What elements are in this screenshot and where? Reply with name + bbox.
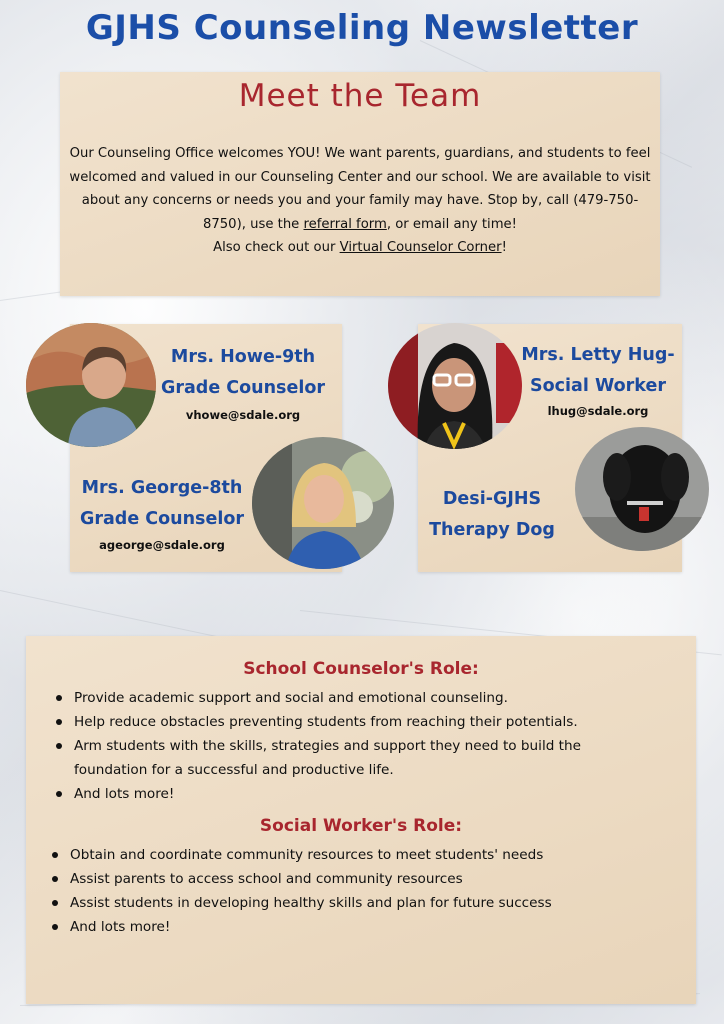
george-name-line1: Mrs. George-8th: [81, 478, 243, 498]
corner-prefix: Also check out our: [213, 240, 336, 255]
counselor-role-list: [54, 686, 654, 806]
intro-text: Our Counseling Office welcomes YOU! We want parents, guardians, and students to feel welcomed and valued in our Counseling Center and our school. We are available to visit about any concerns or needs you and your family may have. Stop by, call: [69, 146, 651, 208]
howe-name-line2: Grade Counselor: [160, 378, 325, 398]
list-item: Help reduce obstacles preventing students from reaching their potentials.: [54, 710, 654, 734]
george-email[interactable]: ageorge@sdale.org: [99, 538, 225, 552]
social-worker-role-list: [50, 843, 670, 939]
desi-photo: [575, 427, 709, 551]
list-item: Obtain and coordinate community resources to meet students' needs: [50, 843, 670, 867]
intro-text: , use the: [241, 216, 300, 232]
hug-name-line1: Mrs. Letty Hug-: [521, 345, 675, 365]
howe-name: [160, 342, 326, 404]
hug-email[interactable]: lhug@sdale.org: [547, 404, 649, 418]
desi-name: [424, 484, 560, 546]
hug-name-line2: Social Worker: [530, 376, 666, 396]
counselor-role-heading: School Counselor's Role:: [243, 659, 479, 679]
intro-paragraph: [68, 142, 652, 260]
newsletter-title: GJHS Counseling Newsletter: [85, 8, 639, 48]
list-item: And lots more!: [50, 915, 670, 939]
george-name: [76, 473, 248, 535]
george-name-line2: Grade Counselor: [79, 509, 244, 529]
howe-email[interactable]: vhowe@sdale.org: [185, 408, 301, 422]
list-item: Assist parents to access school and community resources: [50, 867, 670, 891]
desi-name-line1: Desi-GJHS: [442, 489, 542, 509]
phone-number: (479-750-8750): [203, 193, 639, 232]
list-item: Arm students with the skills, strategies and support they need to build the foundation for a successful and productive life.: [54, 734, 654, 782]
desi-name-line2: Therapy Dog: [429, 520, 555, 540]
corner-suffix: !: [501, 240, 507, 255]
virtual-counselor-corner-link[interactable]: Virtual Counselor Corner: [339, 240, 502, 255]
meet-team-heading: Meet the Team: [238, 78, 482, 114]
social-worker-role-heading: Social Worker's Role:: [259, 816, 463, 836]
list-item: And lots more!: [54, 782, 654, 806]
list-item: Assist students in developing healthy skills and plan for future success: [50, 891, 670, 915]
hug-name: [518, 340, 678, 402]
howe-photo: [26, 323, 156, 447]
list-item: Provide academic support and social and emotional counseling.: [54, 686, 654, 710]
hug-photo: [388, 323, 522, 449]
howe-name-line1: Mrs. Howe-9th: [170, 347, 316, 367]
intro-text: , or email any time!: [386, 216, 517, 232]
george-photo: [252, 437, 394, 569]
referral-form-link[interactable]: referral form: [303, 216, 387, 232]
